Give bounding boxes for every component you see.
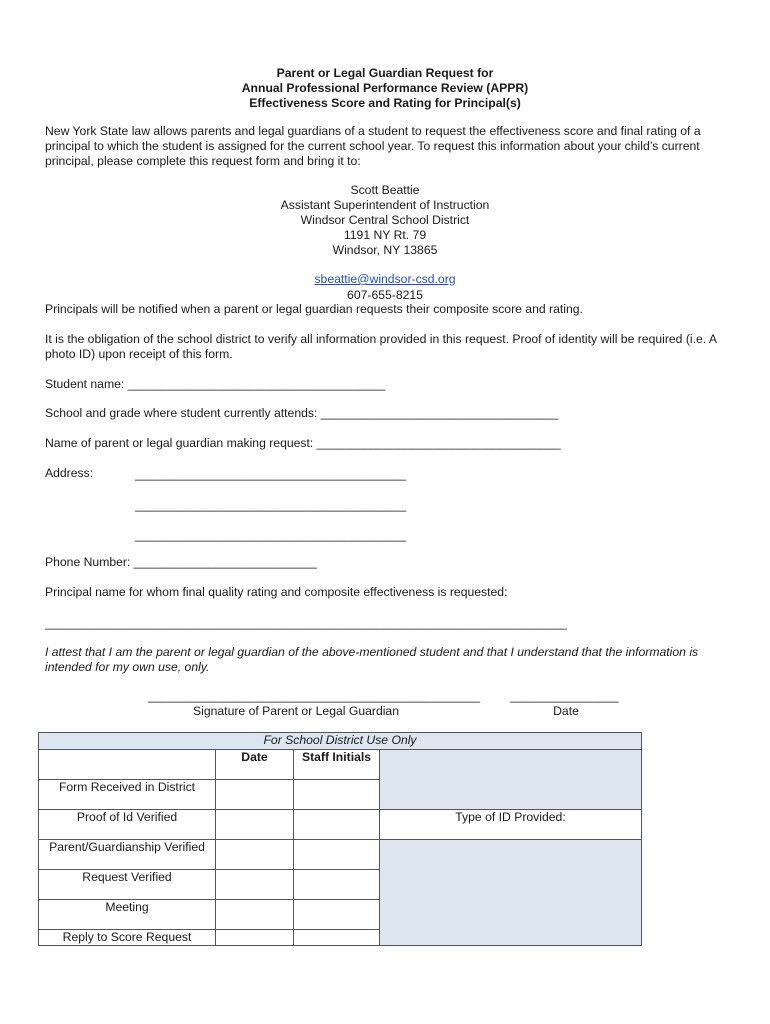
district-use-table bbox=[38, 732, 642, 946]
contact-position: Assistant Superintendent of Instruction bbox=[280, 198, 490, 212]
row-label-reply-to-score: Reply to Score Request bbox=[39, 930, 216, 946]
date-column-header: Date bbox=[216, 750, 294, 780]
attestation-statement: I attest that I am the parent or legal guardian of the above-mentioned student and that I understand that the information is intended for my own use, only. bbox=[45, 645, 699, 674]
reply-date-cell[interactable] bbox=[216, 930, 294, 946]
contact-email-link[interactable]: sbeattie@windsor-csd.org bbox=[314, 272, 456, 286]
guardian-name-field[interactable]: Name of parent or legal guardian making request: ____________________________________ bbox=[45, 436, 561, 450]
header-blank-cell bbox=[39, 750, 216, 780]
address-line-3[interactable]: ________________________________________ bbox=[135, 528, 407, 542]
contact-phone: 607-655-8215 bbox=[347, 288, 423, 302]
form-title-line-1: Parent or Legal Guardian Request for bbox=[276, 66, 494, 80]
address-line-1[interactable]: ________________________________________ bbox=[135, 467, 407, 481]
staff-initials-column-header: Staff Initials bbox=[294, 750, 380, 780]
request-verified-date-cell[interactable] bbox=[216, 870, 294, 900]
district-use-header: For School District Use Only bbox=[39, 733, 642, 750]
address-line-2[interactable]: ________________________________________ bbox=[135, 498, 407, 512]
proof-of-id-initials-cell[interactable] bbox=[294, 810, 380, 840]
meeting-initials-cell[interactable] bbox=[294, 900, 380, 930]
phone-number-field[interactable]: Phone Number: ___________________________ bbox=[45, 555, 317, 569]
row-label-meeting: Meeting bbox=[39, 900, 216, 930]
intro-paragraph: New York State law allows parents and legal guardians of a student to request the effectiveness score and final rating of a principal to which the student is assigned for the current school year. To request this information about your child’s current principal, please complete this request form and bring it to: bbox=[45, 124, 701, 168]
form-received-initials-cell[interactable] bbox=[294, 780, 380, 810]
contact-email-wrap bbox=[0, 272, 770, 287]
row-label-request-verified: Request Verified bbox=[39, 870, 216, 900]
principal-name-line[interactable]: _____________________________________________________________________________ bbox=[45, 616, 567, 630]
signature-line[interactable]: _________________________________________________ bbox=[148, 689, 481, 703]
row-label-guardianship-verified: Parent/Guardianship Verified bbox=[39, 840, 216, 870]
contact-street: 1191 NY Rt. 79 bbox=[343, 228, 427, 242]
proof-of-id-date-cell[interactable] bbox=[216, 810, 294, 840]
contact-name: Scott Beattie bbox=[350, 183, 420, 197]
signature-label: Signature of Parent or Legal Guardian bbox=[193, 704, 399, 718]
shaded-cell-top bbox=[380, 750, 642, 810]
shaded-cell-bottom bbox=[380, 840, 642, 946]
signature-date-line[interactable]: ________________ bbox=[510, 689, 619, 703]
student-name-field[interactable]: Student name: ______________________________________ bbox=[45, 377, 386, 391]
row-label-form-received: Form Received in District bbox=[39, 780, 216, 810]
signature-date-label: Date bbox=[553, 704, 579, 718]
guardianship-date-cell[interactable] bbox=[216, 840, 294, 870]
form-title-line-2: Annual Professional Performance Review (APPR) bbox=[241, 81, 529, 95]
address-label: Address: bbox=[45, 466, 94, 480]
contact-city: Windsor, NY 13865 bbox=[332, 243, 438, 257]
principal-name-label: Principal name for whom final quality rating and composite effectiveness is requested: bbox=[45, 585, 508, 599]
notification-notice: Principals will be notified when a parent or legal guardian requests their composite score and rating. bbox=[45, 302, 583, 316]
meeting-date-cell[interactable] bbox=[216, 900, 294, 930]
school-grade-field[interactable]: School and grade where student currently attends: ___________________________________ bbox=[45, 406, 558, 420]
request-verified-initials-cell[interactable] bbox=[294, 870, 380, 900]
row-label-proof-of-id: Proof of Id Verified bbox=[39, 810, 216, 840]
guardianship-initials-cell[interactable] bbox=[294, 840, 380, 870]
type-of-id-cell[interactable]: Type of ID Provided: bbox=[380, 810, 642, 840]
form-received-date-cell[interactable] bbox=[216, 780, 294, 810]
form-title-line-3: Effectiveness Score and Rating for Principal(s) bbox=[249, 96, 521, 110]
obligation-paragraph: It is the obligation of the school district to verify all information provided in this request. Proof of identity will be required (i.e. A photo ID) upon receipt of this form. bbox=[45, 332, 717, 361]
contact-district: Windsor Central School District bbox=[300, 213, 470, 227]
reply-initials-cell[interactable] bbox=[294, 930, 380, 946]
